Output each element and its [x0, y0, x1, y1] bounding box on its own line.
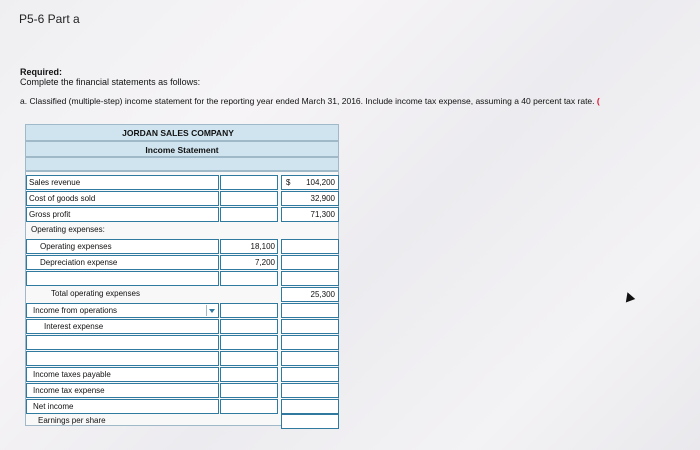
row-label-input[interactable]: Net income — [26, 399, 219, 414]
table-row — [25, 175, 339, 190]
row-label-input[interactable]: Operating expenses — [26, 239, 219, 254]
amount-input-col2[interactable]: 32,900 — [281, 191, 339, 206]
amount-input-col1[interactable] — [220, 303, 278, 318]
amount-input-col2[interactable]: 25,300 — [281, 287, 339, 302]
table-row — [25, 271, 339, 286]
amount-input-col2[interactable] — [281, 367, 339, 382]
amount-input-col1[interactable] — [220, 207, 278, 222]
amount-input-col2[interactable] — [281, 319, 339, 334]
page-title: P5-6 Part a — [19, 12, 80, 26]
amount-input-col1[interactable] — [220, 319, 278, 334]
row-label: Operating expenses: — [31, 225, 105, 234]
amount-input-col2[interactable] — [281, 303, 339, 318]
amount-input-col2[interactable] — [281, 255, 339, 270]
question-paren: ( — [596, 96, 600, 106]
row-label: Total operating expenses — [51, 289, 140, 298]
amount-input-col2[interactable] — [281, 335, 339, 350]
amount-input-col1[interactable] — [220, 351, 278, 366]
table-row — [25, 319, 339, 334]
row-label-input[interactable] — [26, 335, 219, 350]
statement-title: Income Statement — [25, 141, 339, 157]
table-row — [25, 367, 339, 382]
row-label: Earnings per share — [38, 416, 106, 425]
table-row — [25, 351, 339, 366]
row-label-input[interactable]: Gross profit — [26, 207, 219, 222]
amount-input-col2[interactable] — [281, 175, 339, 190]
required-instructions: Complete the financial statements as follows: — [20, 77, 201, 87]
mouse-pointer-icon — [623, 291, 635, 303]
amount-input-col1[interactable]: 18,100 — [220, 239, 278, 254]
dropdown-separator — [206, 305, 207, 316]
row-label-input[interactable]: Interest expense — [26, 319, 219, 334]
amount-input-col1[interactable] — [220, 383, 278, 398]
income-statement-table — [25, 124, 339, 426]
header-spacer — [25, 157, 339, 171]
table-row — [25, 255, 339, 270]
amount-input-col2[interactable] — [281, 239, 339, 254]
table-row — [25, 223, 339, 238]
row-label-input[interactable]: Sales revenue — [26, 175, 219, 190]
amount-input-col2[interactable] — [281, 351, 339, 366]
amount-input-col2[interactable] — [281, 271, 339, 286]
table-row — [25, 399, 339, 414]
dollar-sign: $ — [286, 178, 291, 187]
dropdown-value: Income from operations — [33, 306, 118, 315]
row-label-input[interactable] — [26, 271, 219, 286]
row-label-dropdown[interactable] — [26, 303, 219, 318]
row-label-input[interactable]: Cost of goods sold — [26, 191, 219, 206]
table-row — [25, 383, 339, 398]
amount-input-col2[interactable] — [281, 399, 339, 414]
chevron-down-icon[interactable] — [209, 309, 215, 313]
required-label: Required: — [20, 67, 63, 77]
question-text — [20, 96, 600, 106]
row-label-input[interactable]: Income taxes payable — [26, 367, 219, 382]
amount-input-col2[interactable] — [281, 383, 339, 398]
table-row — [25, 335, 339, 350]
table-row — [25, 303, 339, 318]
row-label-input[interactable] — [26, 351, 219, 366]
row-label-input[interactable]: Income tax expense — [26, 383, 219, 398]
question-body: a. Classified (multiple-step) income statement for the reporting year ended March 31, 2016. Include income tax expense, assuming a 40 percent tax rate. — [20, 96, 595, 106]
table-row — [25, 191, 339, 206]
row-label-input[interactable]: Depreciation expense — [26, 255, 219, 270]
table-row — [25, 287, 339, 302]
amount-input-col1[interactable] — [220, 191, 278, 206]
company-name: JORDAN SALES COMPANY — [25, 124, 339, 141]
amount-input-col2[interactable]: 71,300 — [281, 207, 339, 222]
amount-input-col1[interactable] — [220, 175, 278, 190]
amount-input-col1[interactable] — [220, 399, 278, 414]
amount-input-col1[interactable] — [220, 367, 278, 382]
amount-input-col1[interactable] — [220, 271, 278, 286]
amount-input-col2[interactable] — [281, 414, 339, 429]
table-row — [25, 414, 339, 429]
table-row — [25, 207, 339, 222]
amount-value: 104,200 — [306, 178, 335, 187]
table-row — [25, 239, 339, 254]
amount-input-col1[interactable]: 7,200 — [220, 255, 278, 270]
amount-input-col1[interactable] — [220, 335, 278, 350]
